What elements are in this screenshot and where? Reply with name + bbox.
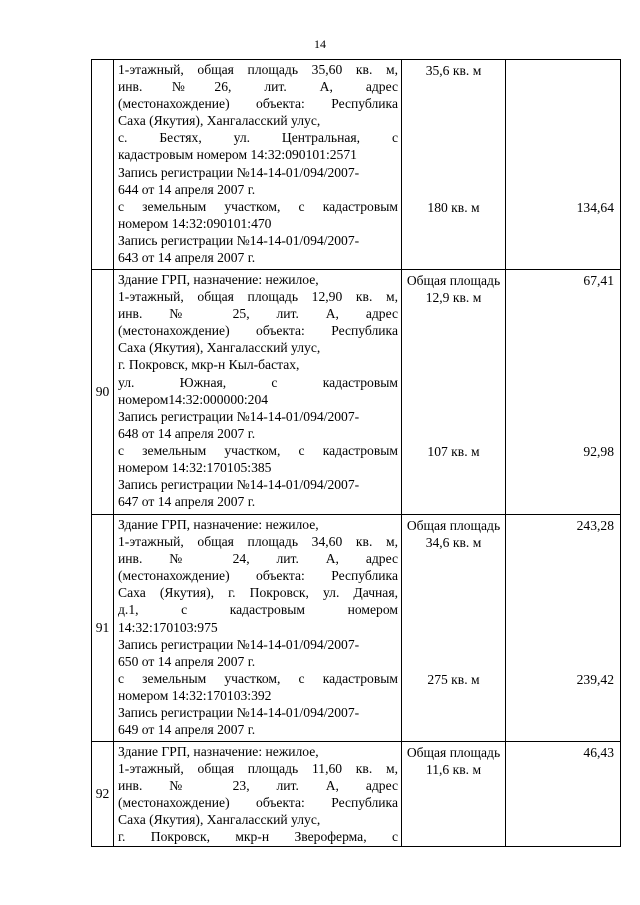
price-cell	[506, 742, 621, 847]
description-line: 1-этажный, общая площадь 12,90 кв. м,	[118, 289, 398, 305]
row-number: 92	[92, 742, 114, 847]
row-number: 90	[92, 270, 114, 515]
land-area: 180 кв. м	[427, 199, 480, 215]
description-line: кадастровым номером 14:32:090101:2571	[118, 147, 357, 163]
description-line: 647 от 14 апреля 2007 г.	[118, 494, 256, 510]
building-price: 46,43	[583, 745, 614, 760]
property-description	[114, 60, 402, 270]
property-description	[114, 270, 402, 515]
description-line: д.1, с кадастровым номером	[118, 602, 398, 618]
table-row	[92, 270, 621, 515]
land-area: 107 кв. м	[427, 443, 480, 459]
row-number	[92, 60, 114, 270]
description-line: 649 от 14 апреля 2007 г.	[118, 722, 256, 738]
property-description	[114, 515, 402, 742]
description-line: 1-этажный, общая площадь 35,60 кв. м,	[118, 62, 398, 77]
description-line: Запись регистрации №14-14-01/094/2007-	[118, 477, 360, 493]
land-area: 275 кв. м	[427, 671, 480, 687]
description-line: г. Покровск, мкр-н Кыл-бастах,	[118, 357, 300, 373]
property-table	[91, 59, 621, 847]
description-line: номером 14:32:090101:470	[118, 215, 272, 231]
description-line: 1-этажный, общая площадь 34,60 кв. м,	[118, 534, 398, 550]
description-line: Саха (Якутия), Хангаласский улус,	[118, 113, 321, 129]
description-line: инв. № 25, лит. А, адрес	[118, 306, 398, 322]
description-line: инв. № 23, лит. А, адрес	[118, 778, 398, 794]
building-area: Общая площадь	[406, 518, 501, 533]
description-line: (местонахождение) объекта: Республика	[118, 323, 398, 339]
building-area-value: 12,9 кв. м	[425, 290, 482, 306]
description-line: г. Покровск, мкр-н Звероферма, с	[118, 829, 398, 845]
building-price: 67,41	[583, 273, 614, 288]
description-line: номером 14:32:170103:392	[118, 687, 272, 703]
description-line: 644 от 14 апреля 2007 г.	[118, 181, 256, 197]
price-cell	[506, 60, 621, 270]
description-line: Саха (Якутия), Хангаласский улус,	[118, 340, 321, 356]
description-line: (местонахождение) объекта: Республика	[118, 96, 398, 112]
description-line: Запись регистрации №14-14-01/094/2007-	[118, 164, 360, 180]
description-line: Здание ГРП, назначение: нежилое,	[118, 744, 319, 759]
building-price	[506, 60, 614, 79]
table-row	[92, 742, 621, 847]
description-line: 643 от 14 апреля 2007 г.	[118, 250, 256, 266]
description-line: Здание ГРП, назначение: нежилое,	[118, 517, 319, 532]
land-price: 134,64	[576, 199, 614, 215]
description-line: инв. № 24, лит. А, адрес	[118, 551, 398, 567]
building-price: 243,28	[576, 518, 614, 533]
description-line: ул. Южная, с кадастровым	[118, 374, 398, 390]
building-area: Общая площадь	[406, 273, 501, 288]
description-line: (местонахождение) объекта: Республика	[118, 568, 398, 584]
description-line: с. Бестях, ул. Центральная, с	[118, 130, 398, 146]
table-row	[92, 60, 621, 270]
description-line: Запись регистрации №14-14-01/094/2007-	[118, 705, 360, 721]
land-price: 92,98	[583, 443, 614, 459]
row-number: 91	[92, 515, 114, 742]
price-cell	[506, 515, 621, 742]
description-line: с земельным участком, с кадастровым	[118, 442, 398, 458]
description-line: 1-этажный, общая площадь 11,60 кв. м,	[118, 761, 398, 777]
description-line: Запись регистрации №14-14-01/094/2007-	[118, 636, 360, 652]
description-line: Запись регистрации №14-14-01/094/2007-	[118, 232, 360, 248]
building-area: 35,6 кв. м	[425, 63, 482, 78]
property-table-body	[92, 60, 621, 847]
description-line: инв.№26, лит. А, адрес	[118, 79, 398, 95]
description-line: 648 от 14 апреля 2007 г.	[118, 425, 256, 441]
description-line: номером14:32:000000:204	[118, 391, 269, 407]
description-line: (местонахождение) объекта: Республика	[118, 795, 398, 811]
description-line: с земельным участком, с кадастровым	[118, 198, 398, 214]
description-line: Здание ГРП, назначение: нежилое,	[118, 272, 319, 287]
land-price: 239,42	[576, 671, 614, 687]
description-line: с земельным участком, с кадастровым	[118, 670, 398, 686]
description-line: 650 от 14 апреля 2007 г.	[118, 653, 256, 669]
description-line: Саха (Якутия), г. Покровск, ул. Дачная,	[118, 585, 398, 601]
description-line: Запись регистрации №14-14-01/094/2007-	[118, 408, 360, 424]
area-cell	[402, 515, 506, 742]
price-cell	[506, 270, 621, 515]
building-area-value: 34,6 кв. м	[425, 535, 482, 551]
area-cell	[402, 742, 506, 847]
area-cell	[402, 270, 506, 515]
description-line: номером 14:32:170105:385	[118, 460, 272, 476]
description-line: 14:32:170103:975	[118, 619, 218, 635]
building-area-value: 11,6 кв. м	[425, 762, 482, 778]
building-area: Общая площадь	[406, 745, 501, 760]
page-number: 14	[314, 37, 326, 51]
area-cell	[402, 60, 506, 270]
description-line: Саха (Якутия), Хангаласский улус,	[118, 812, 321, 828]
table-row	[92, 515, 621, 742]
property-description	[114, 742, 402, 847]
